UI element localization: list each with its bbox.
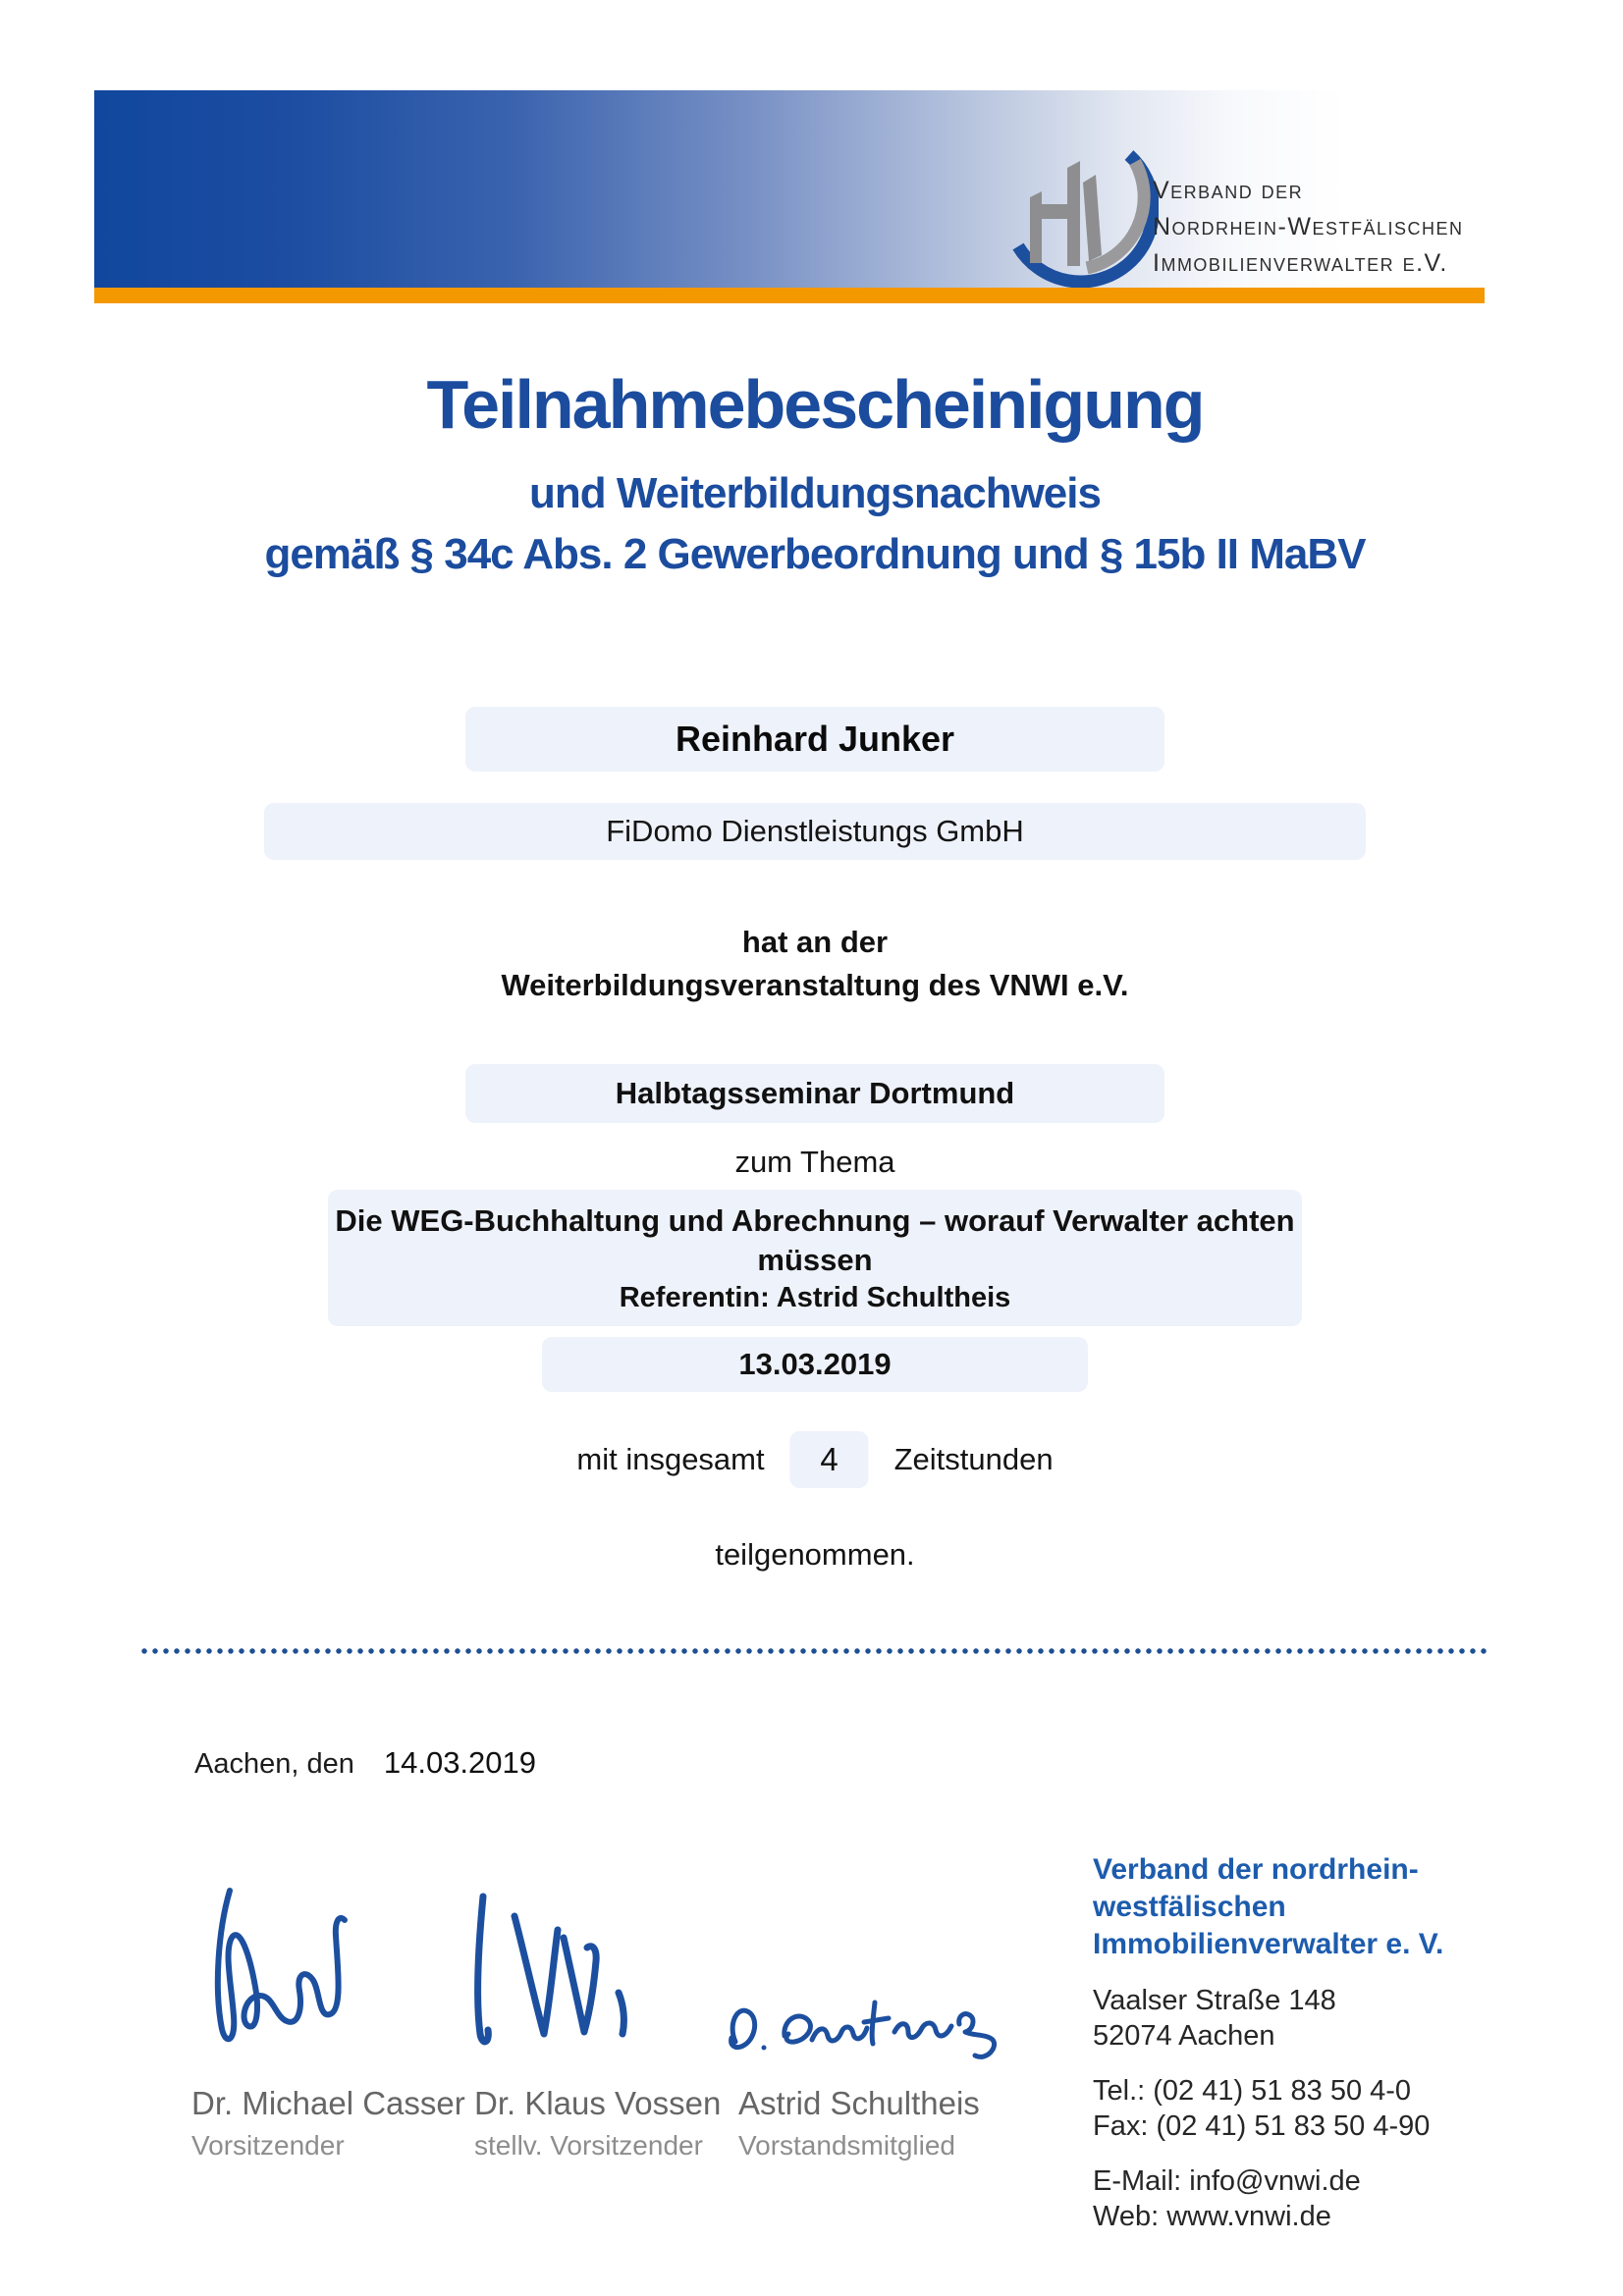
signatory-2 [474,2085,721,2162]
contact-city: 52074 Aachen [1093,2020,1275,2052]
signatory-3-role: Vorstandsmitglied [738,2130,956,2161]
signatory-2-name: Dr. Klaus Vossen [474,2085,722,2121]
seminar-field [465,1064,1164,1123]
issue-row [194,1745,536,1781]
seminar-name: Halbtagsseminar Dortmund [615,1076,1015,1110]
vnwi-logo-icon [972,106,1159,293]
signatory-2-role: stellv. Vorsitzender [474,2130,703,2161]
signatory-3-name: Astrid Schultheis [738,2085,980,2121]
participant-name: Reinhard Junker [675,719,955,759]
topic-title: Die WEG-Buchhaltung und Abrechnung – worauf Verwalter achten müssen [335,1203,1295,1277]
issue-date: 14.03.2019 [383,1745,537,1780]
contact-tel: Tel.: (02 41) 51 83 50 4-0 [1093,2075,1412,2107]
hours-suffix: Zeitstunden [893,1442,1054,1476]
closing-line: teilgenommen. [715,1537,915,1572]
event-date: 13.03.2019 [738,1347,892,1381]
intro-line-1: hat an der [741,925,889,959]
page-title: Teilnahmebescheinigung [426,366,1204,443]
header-gradient-bar [94,90,1485,288]
contact-org-line-2: Immobilienverwalter e. V. [1093,1928,1444,1960]
hours-value-field: 4 [790,1431,869,1488]
hours-prefix: mit insgesamt [576,1442,765,1476]
hours-row [576,1431,1053,1488]
signature-schultheis-icon [720,1981,1014,2079]
issue-place-label: Aachen, den [194,1748,354,1780]
contact-email: E-Mail: info@vnwi.de [1093,2165,1361,2197]
signature-vossen-icon [454,1887,699,2063]
participant-company-field [264,803,1366,860]
logo-line-3: Immobilienverwalter e.V. [1153,249,1448,277]
logo-wordmark [1153,173,1464,282]
subtitle-line-2: gemäß § 34c Abs. 2 Gewerbeordnung und § 15b II MaBV [264,530,1366,578]
intro-line-2: Weiterbildungsveranstaltung des VNWI e.V. [501,968,1129,1002]
participant-name-field [465,707,1164,772]
topic-label: zum Thema [734,1145,895,1179]
signatory-3 [738,2085,980,2162]
contact-fax: Fax: (02 41) 51 83 50 4-90 [1093,2110,1431,2142]
signatory-1-role: Vorsitzender [191,2130,345,2161]
signatory-1 [191,2085,465,2162]
contact-web: Web: www.vnwi.de [1093,2201,1331,2232]
participant-company: FiDomo Dienstleistungs GmbH [606,814,1024,848]
orange-divider [94,288,1485,303]
signatory-1-name: Dr. Michael Casser [191,2085,465,2121]
topic-field [328,1190,1302,1326]
contact-block [1093,1851,1515,2234]
dotted-separator [140,1647,1491,1655]
subtitle-line-1: und Weiterbildungsnachweis [529,469,1101,517]
topic-referent: Referentin: Astrid Schultheis [619,1282,1011,1313]
signature-casser-icon [189,1877,414,2063]
logo-line-2: Nordrhein-Westfälischen [1153,213,1464,240]
contact-street: Vaalser Straße 148 [1093,1985,1336,2016]
event-date-field [542,1337,1088,1392]
logo-line-1: Verband der [1153,177,1304,204]
contact-org-line-1: Verband der nordrhein-westfälischen [1093,1853,1419,1923]
